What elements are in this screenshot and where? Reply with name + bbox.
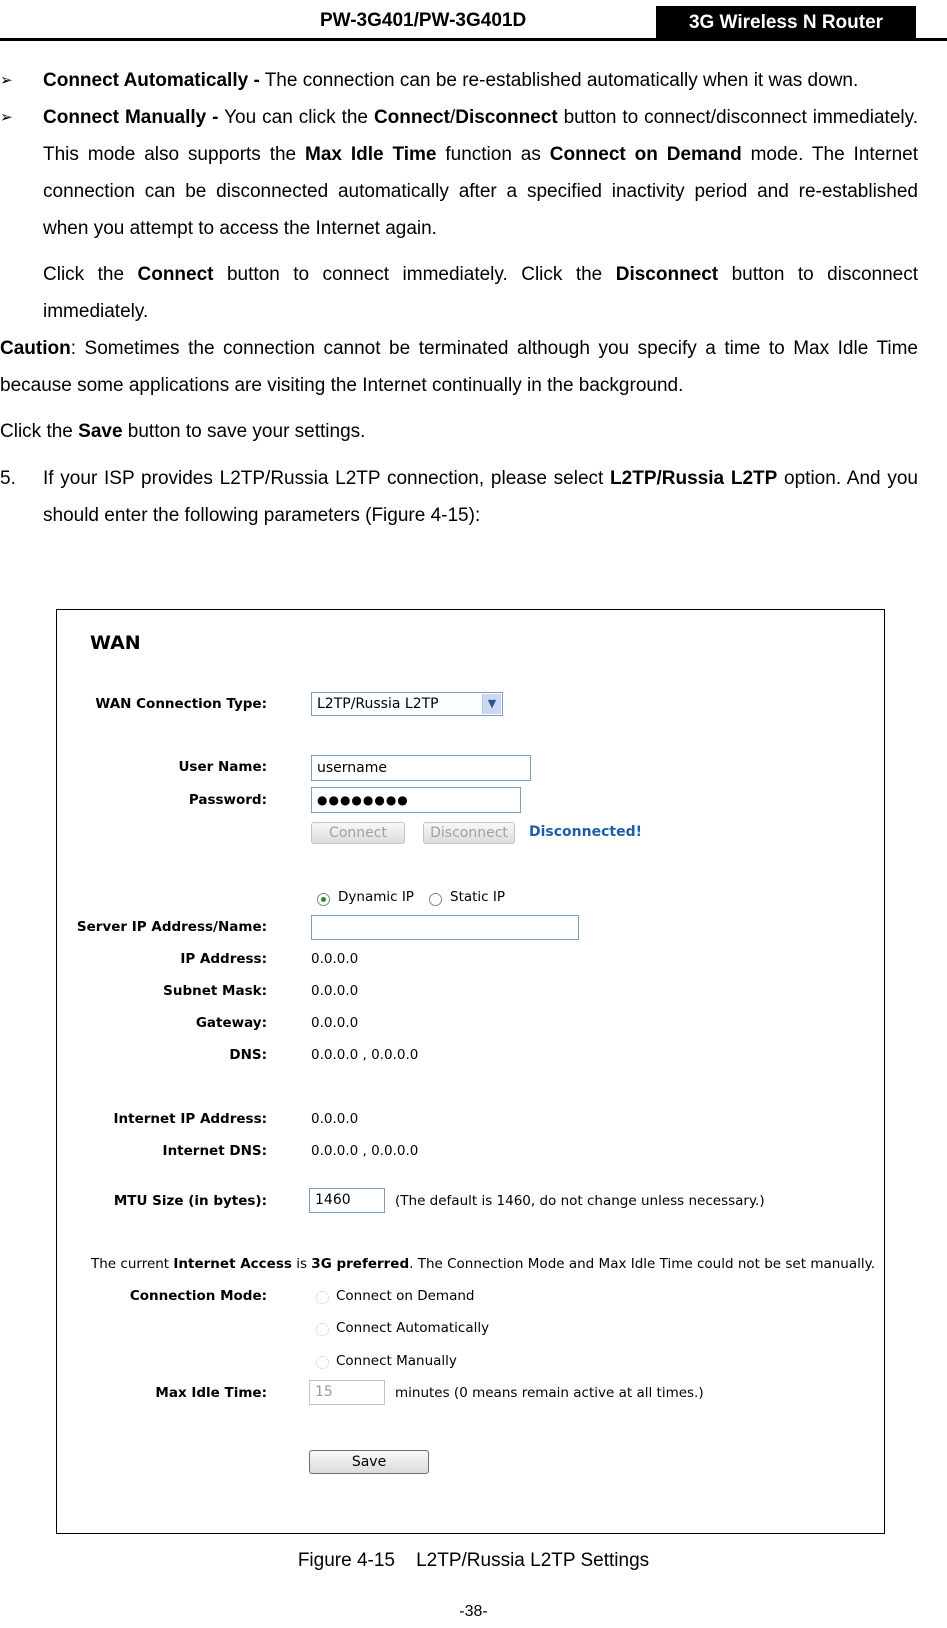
text-bold: Connect [137, 264, 214, 285]
max-idle-label: Max Idle Time: [155, 1385, 267, 1401]
text-run: button to connect immediately. Click the [213, 264, 616, 285]
wan-settings-figure [56, 609, 885, 1534]
text-run: . The Connection Mode and Max Idle Time could not be set manually. [409, 1256, 875, 1272]
static-ip-label: Static IP [450, 889, 506, 905]
header-model: PW-3G401/PW-3G401D [320, 10, 527, 31]
text-bold: Caution [0, 338, 71, 359]
connection-status: Disconnected! [529, 824, 642, 840]
document-body [0, 62, 918, 534]
click-connect-paragraph [0, 256, 918, 330]
server-input[interactable] [311, 915, 579, 940]
bullet-arrow-icon: ➢ [0, 109, 13, 126]
text-run: You can click the [218, 107, 374, 128]
connect-automatically-label: Connect Automatically [336, 1320, 490, 1336]
dynamic-ip-radio[interactable] [317, 893, 330, 906]
dynamic-ip-label: Dynamic IP [338, 889, 414, 905]
text-run: mode. The Internet connection can be disconnected automatically after a specified inactivity period and re-established when you attempt to access the Internet again. [43, 144, 918, 239]
text-run: function as [436, 144, 550, 165]
bullet-text: The connection can be re-established automatically when it was down. [259, 70, 859, 91]
server-label: Server IP Address/Name: [76, 919, 267, 935]
mask-label: Subnet Mask: [163, 983, 267, 999]
page-number: -38- [459, 1603, 488, 1620]
gateway-value: 0.0.0.0 [311, 1015, 359, 1031]
username-label: User Name: [178, 759, 267, 775]
text-run: : Sometimes the connection cannot be terminated although you specify a time to Max Idle Time because some applications are visiting the Internet continually in the background. [0, 338, 918, 396]
internet-dns-label: Internet DNS: [162, 1143, 267, 1159]
text-run: The current [91, 1256, 174, 1272]
gateway-label: Gateway: [195, 1015, 267, 1031]
mtu-note: (The default is 1460, do not change unless necessary.) [395, 1193, 765, 1209]
ip-label: IP Address: [180, 951, 267, 967]
text-bold: Connect on Demand [549, 144, 742, 165]
connection-mode-label: Connection Mode: [129, 1288, 267, 1304]
conn-type-label: WAN Connection Type: [95, 696, 267, 712]
conn-type-value: L2TP/Russia L2TP [317, 696, 439, 712]
text-bold: 3G preferred [311, 1256, 410, 1272]
internet-ip-value: 0.0.0.0 [311, 1111, 359, 1127]
text-run: If your ISP provides L2TP/Russia L2TP connection, please select [43, 468, 611, 489]
ip-value: 0.0.0.0 [311, 951, 359, 967]
disconnect-button[interactable]: Disconnect [423, 822, 515, 844]
chevron-down-icon: ▼ [482, 694, 501, 714]
password-input[interactable]: ●●●●●●●● [311, 787, 521, 813]
text-run: button to save your settings. [122, 421, 366, 442]
item-number: 5. [0, 468, 16, 489]
connect-on-demand-radio[interactable] [316, 1291, 329, 1304]
bullet-connect-manually [0, 99, 918, 247]
mtu-label: MTU Size (in bytes): [113, 1193, 267, 1209]
bullet-title: Connect Manually - [43, 107, 219, 128]
text-bold: Disconnect [455, 107, 558, 128]
text-bold: Connect [373, 107, 450, 128]
max-idle-note: minutes (0 means remain active at all times.) [395, 1385, 704, 1401]
text-bold: Max Idle Time [305, 144, 437, 165]
text-run: Click the [0, 421, 79, 442]
text-bold: Save [78, 421, 123, 442]
max-idle-input[interactable]: 15 [309, 1380, 385, 1405]
save-button[interactable]: Save [309, 1450, 429, 1474]
text-run: / [449, 107, 456, 128]
text-run: button to disconnect immediately. [43, 264, 919, 322]
caution-paragraph [0, 330, 918, 404]
mtu-input[interactable]: 1460 [309, 1188, 385, 1213]
connect-manually-radio[interactable] [316, 1356, 329, 1369]
header-product: 3G Wireless N Router [656, 6, 916, 40]
text-run: Click the [43, 264, 138, 285]
mask-value: 0.0.0.0 [311, 983, 359, 999]
internet-dns-value: 0.0.0.0 , 0.0.0.0 [311, 1143, 419, 1159]
text-bold: L2TP/Russia L2TP [610, 468, 778, 489]
username-input[interactable]: username [311, 755, 531, 781]
figure-caption: Figure 4-15 L2TP/Russia L2TP Settings [297, 1550, 650, 1571]
text-bold: Internet Access [173, 1256, 292, 1272]
conn-type-select[interactable] [311, 692, 503, 716]
bullet-title: Connect Automatically - [43, 70, 260, 91]
internet-access-notice [91, 1256, 875, 1272]
header-rule [0, 38, 947, 41]
static-ip-radio[interactable] [429, 893, 442, 906]
bullet-connect-automatically [0, 62, 918, 99]
text-run: option. And you should enter the following parameters (Figure 4-15): [43, 468, 918, 526]
connect-button[interactable]: Connect [311, 822, 405, 844]
text-bold: Disconnect [615, 264, 719, 285]
connect-manually-label: Connect Manually [336, 1353, 457, 1369]
connect-on-demand-label: Connect on Demand [336, 1288, 475, 1304]
text-run: button to connect/disconnect immediately. This mode also supports the [43, 107, 918, 165]
dns-label: DNS: [229, 1047, 267, 1063]
password-label: Password: [188, 792, 267, 808]
numbered-item-5 [0, 460, 918, 534]
connect-automatically-radio[interactable] [316, 1323, 329, 1336]
bullet-arrow-icon: ➢ [0, 72, 13, 89]
save-paragraph [0, 413, 918, 450]
text-run: is [291, 1256, 312, 1272]
internet-ip-label: Internet IP Address: [113, 1111, 267, 1127]
dns-value: 0.0.0.0 , 0.0.0.0 [311, 1047, 419, 1063]
figure-title: WAN [90, 632, 141, 654]
